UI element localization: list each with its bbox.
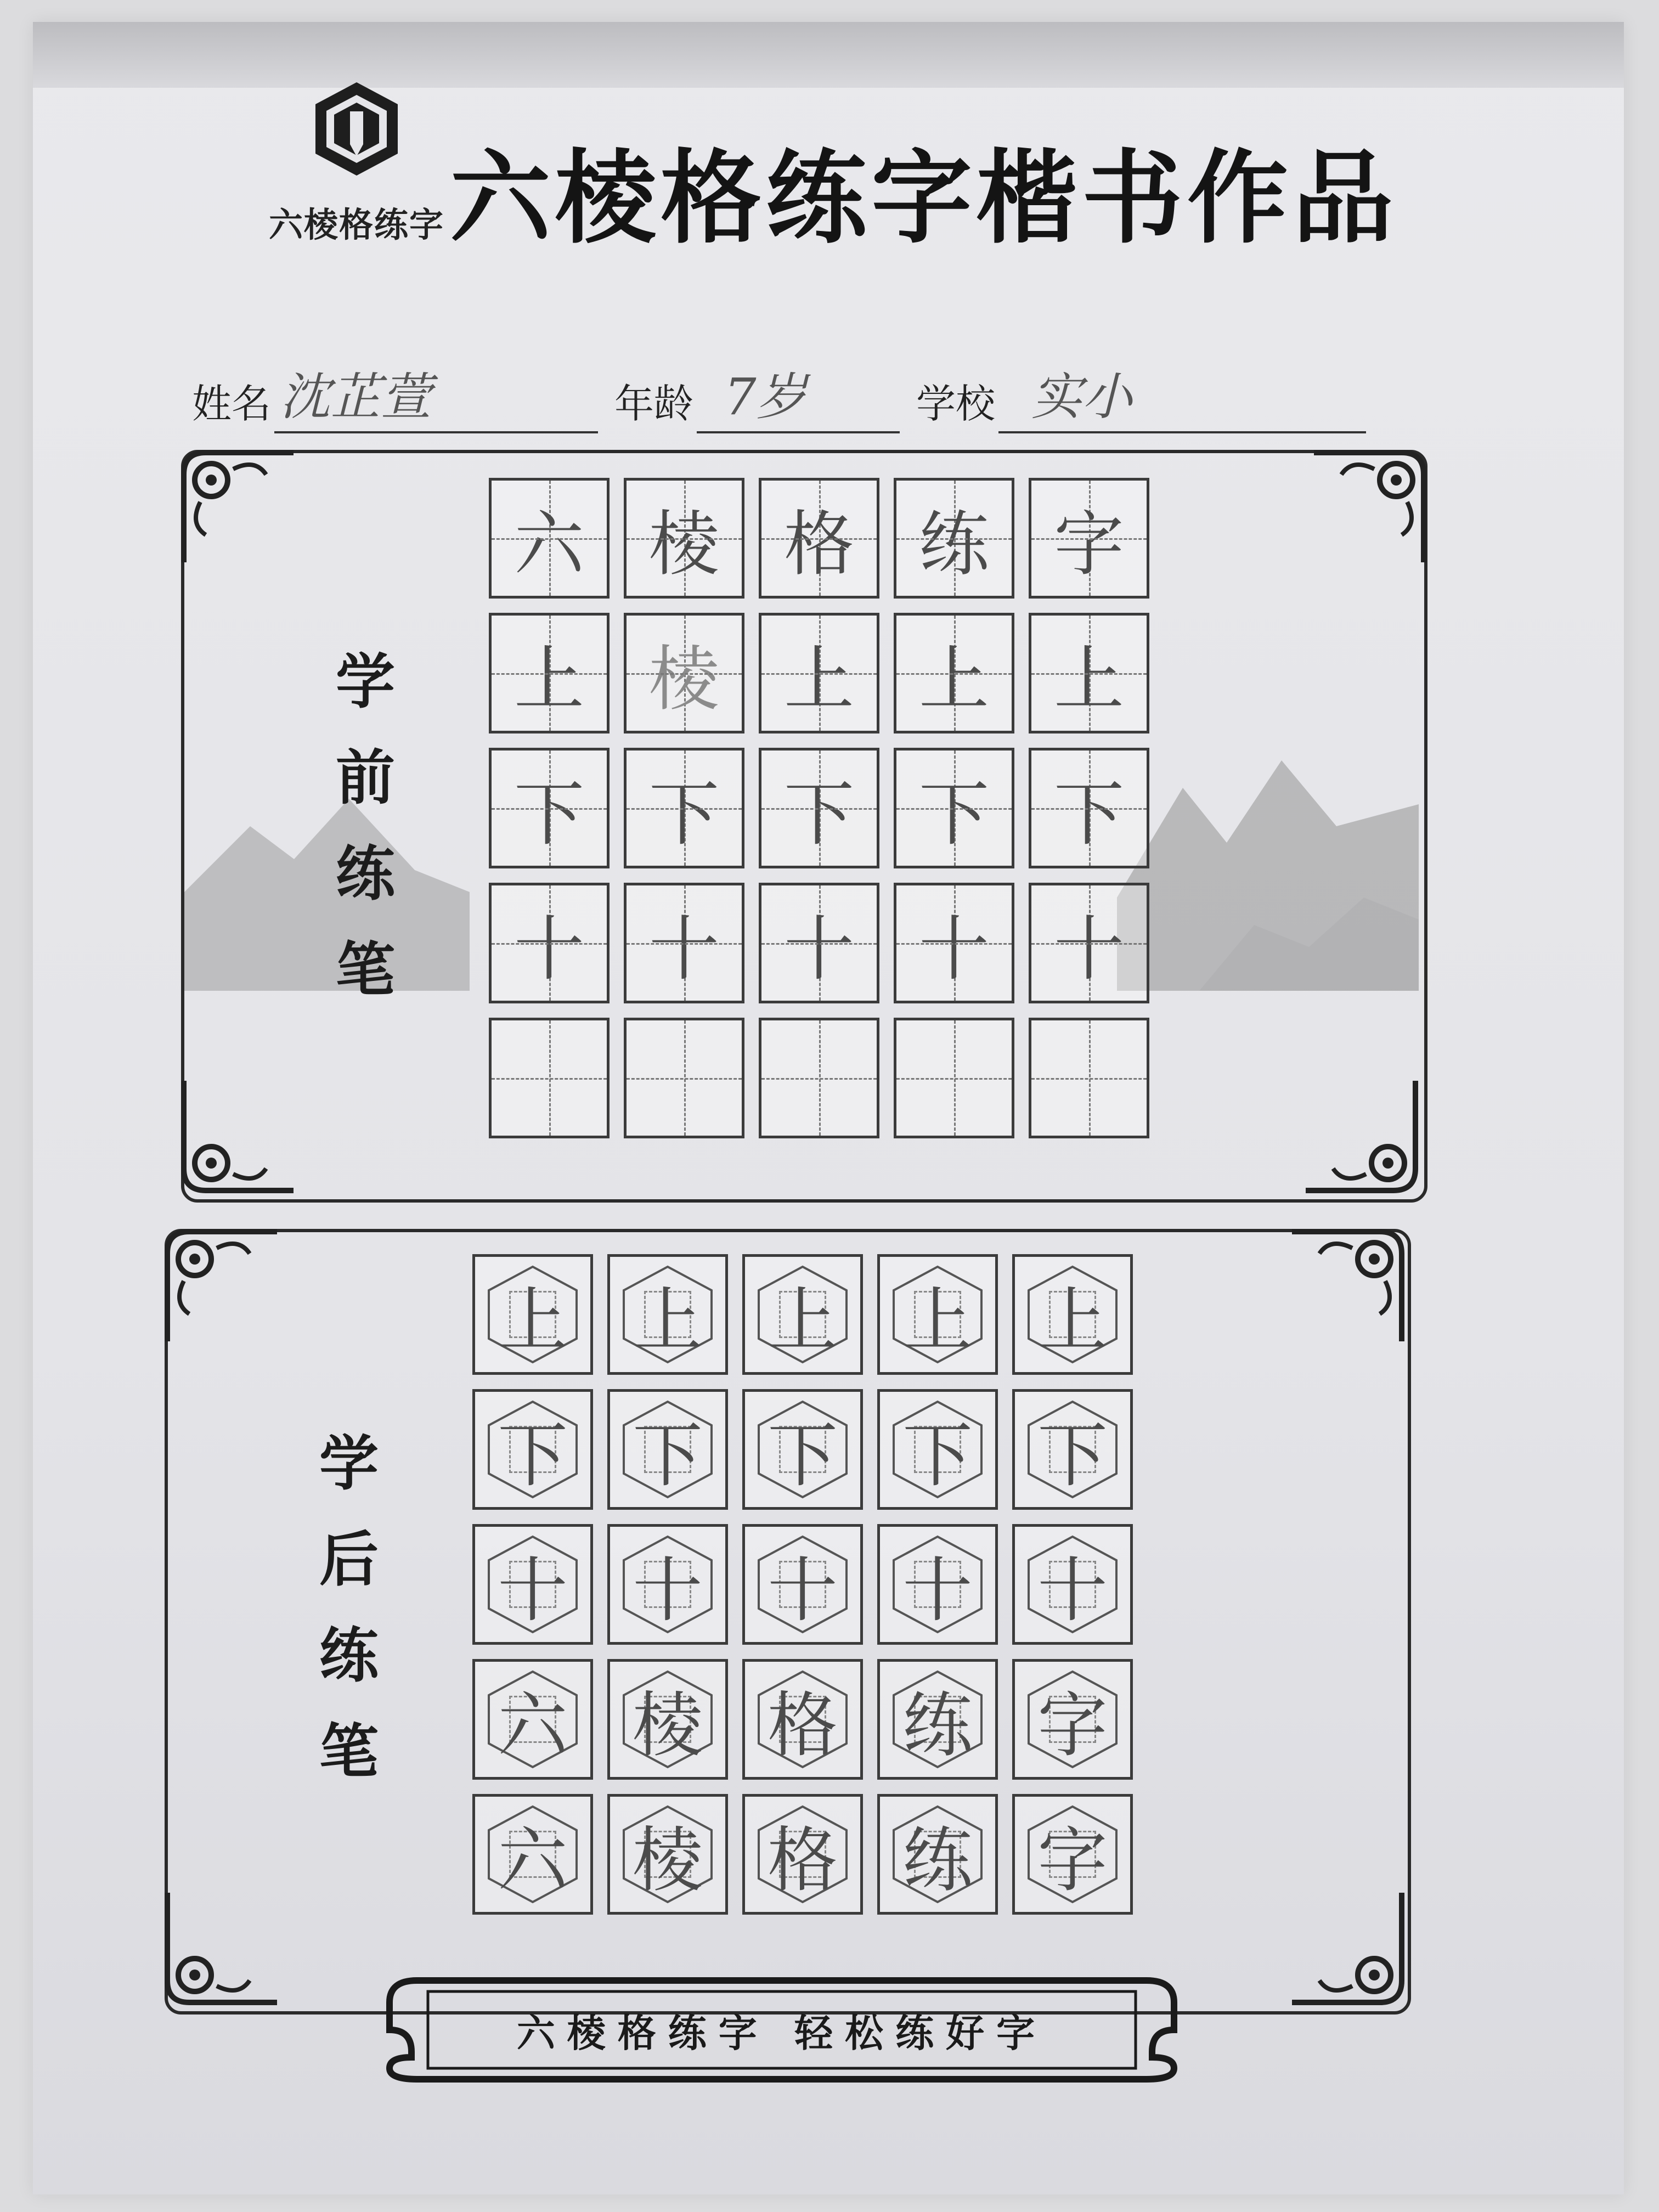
handwritten-character: 练 [902,1820,973,1901]
handwritten-character: 下 [767,1415,838,1497]
after-section-label [313,1416,385,1800]
handwritten-character: 上 [497,1280,568,1362]
after-label-char: 学 [319,1430,379,1498]
handwritten-character: 下 [1053,774,1124,855]
before-label-char: 学 [335,648,395,716]
handwritten-character: 下 [632,1415,703,1497]
after-practice-section [165,1229,1411,2015]
tian-grid-practice-cell [759,613,879,733]
handwritten-character: 上 [902,1280,973,1362]
handwritten-character: 练 [902,1685,973,1767]
hexagon-practice-cell [877,1254,998,1375]
corner-scroll-ornament-icon [1281,1882,1413,2013]
handwritten-character: 下 [918,774,989,855]
school-field [916,362,1366,439]
corner-scroll-ornament-icon [156,1221,288,1352]
handwritten-character: 上 [767,1280,838,1362]
name-value: 沈芷萱 [280,368,432,426]
corner-scroll-ornament-icon [1281,1221,1413,1352]
handwritten-character: 十 [514,909,584,990]
hexagon-practice-cell [607,1254,728,1375]
handwritten-character: 棱 [632,1685,703,1767]
hexagon-practice-cell [742,1794,863,1915]
handwritten-character: 十 [632,1550,703,1632]
tian-grid-practice-cell [489,478,610,599]
age-value: 7岁 [724,368,807,426]
handwritten-character: 下 [514,774,584,855]
handwritten-character: 十 [497,1550,568,1632]
handwritten-character: 十 [1053,909,1124,990]
tian-grid-practice-cell [759,1018,879,1138]
handwritten-character: 十 [1037,1550,1108,1632]
hexagon-practice-cell [877,1794,998,1915]
handwritten-character: 字 [1037,1820,1108,1901]
tian-grid-practice-cell [759,748,879,868]
hexagon-practice-cell [472,1659,593,1780]
school-underline [998,431,1366,433]
brand-logo [266,80,447,245]
handwritten-character: 六 [514,504,584,585]
name-label: 姓名 [192,381,272,427]
tian-grid-practice-cell [624,748,744,868]
handwritten-character [627,1020,742,1136]
tian-grid-practice-cell [489,748,610,868]
before-grid [489,478,1149,1138]
handwritten-character: 棱 [648,639,719,720]
tian-grid-practice-cell [759,478,879,599]
hexagon-practice-cell [742,1254,863,1375]
handwritten-character: 十 [902,1550,973,1632]
hexagon-practice-cell [742,1389,863,1510]
tian-grid-practice-cell [894,478,1014,599]
tian-grid-practice-cell [1029,613,1149,733]
tian-grid-practice-cell [489,1018,610,1138]
before-section-label [330,634,401,1018]
corner-scroll-ornament-icon [173,1070,304,1201]
handwritten-character [1031,1020,1147,1136]
hexagon-practice-cell [607,1794,728,1915]
handwritten-character: 十 [783,909,854,990]
school-label: 学校 [916,381,996,427]
tian-grid-practice-cell [1029,1018,1149,1138]
tian-grid-practice-cell [894,613,1014,733]
after-label-char: 练 [319,1622,379,1690]
hexagon-practice-cell [607,1524,728,1645]
hexagon-practice-cell [877,1659,998,1780]
school-value: 实小 [1031,368,1133,426]
handwritten-character: 字 [1053,504,1124,585]
tian-grid-practice-cell [894,1018,1014,1138]
corner-scroll-ornament-icon [1303,442,1435,573]
tian-grid-practice-cell [624,613,744,733]
page-title: 六棱格练字楷书作品 [450,140,1398,257]
hexagon-practice-cell [742,1659,863,1780]
logo-caption: 六棱格练字 [268,205,444,245]
age-field [614,362,900,439]
tian-grid-practice-cell [1029,748,1149,868]
handwritten-character: 练 [918,504,989,585]
hexagon-practice-cell [1012,1794,1133,1915]
hexagon-practice-cell [1012,1389,1133,1510]
handwritten-character: 下 [902,1415,973,1497]
handwritten-character: 上 [783,639,854,720]
corner-scroll-ornament-icon [156,1882,288,2013]
after-label-char: 后 [319,1526,379,1594]
corner-scroll-ornament-icon [173,442,304,573]
age-label: 年龄 [614,381,694,427]
handwritten-character: 棱 [632,1820,703,1901]
before-label-char: 笔 [335,936,395,1005]
age-underline [697,431,900,433]
tian-grid-practice-cell [624,478,744,599]
tian-grid-practice-cell [624,883,744,1003]
slogan-text: 六棱格练字 轻松练好字 [516,2010,1047,2056]
hexagon-practice-cell [472,1794,593,1915]
handwritten-character: 上 [632,1280,703,1362]
handwritten-character: 字 [1037,1685,1108,1767]
handwritten-character: 上 [514,639,584,720]
handwritten-character: 上 [918,639,989,720]
handwritten-character: 十 [767,1550,838,1632]
handwritten-character: 上 [1037,1280,1108,1362]
tian-grid-practice-cell [489,883,610,1003]
before-label-char: 前 [335,744,395,812]
hexagon-practice-cell [742,1524,863,1645]
handwritten-character [896,1020,1012,1136]
handwritten-character: 格 [767,1820,838,1901]
handwritten-character: 十 [918,909,989,990]
handwritten-character: 上 [1053,639,1124,720]
hexagon-practice-cell [472,1389,593,1510]
handwritten-character: 六 [497,1685,568,1767]
after-grid [472,1254,1133,1915]
hexagon-practice-cell [1012,1659,1133,1780]
handwritten-character: 格 [783,504,854,585]
name-field [192,362,598,439]
hexagon-practice-cell [607,1659,728,1780]
name-underline [274,431,598,433]
hexagon-practice-cell [1012,1524,1133,1645]
handwritten-character: 棱 [648,504,719,585]
tian-grid-practice-cell [894,883,1014,1003]
hexagon-practice-cell [472,1524,593,1645]
tian-grid-practice-cell [489,613,610,733]
hexagon-practice-cell [607,1389,728,1510]
before-label-char: 练 [335,840,395,909]
handwritten-character: 下 [1037,1415,1108,1497]
hexagon-practice-cell [1012,1254,1133,1375]
tian-grid-practice-cell [759,883,879,1003]
top-shadow-band [33,22,1624,88]
corner-scroll-ornament-icon [1295,1070,1426,1201]
tian-grid-practice-cell [894,748,1014,868]
handwritten-character: 格 [767,1685,838,1767]
handwritten-character [492,1020,607,1136]
before-practice-section [181,450,1427,1203]
tian-grid-practice-cell [1029,478,1149,599]
slogan-banner [384,1970,1180,2090]
handwritten-character: 六 [497,1820,568,1901]
tian-grid-practice-cell [1029,883,1149,1003]
handwritten-character [761,1020,877,1136]
hexagon-practice-cell [877,1389,998,1510]
handwritten-character: 下 [783,774,854,855]
after-label-char: 笔 [319,1718,379,1786]
hexagon-practice-cell [877,1524,998,1645]
handwritten-character: 十 [648,909,719,990]
handwritten-character: 下 [497,1415,568,1497]
tian-grid-practice-cell [624,1018,744,1138]
hexagon-pen-logo-icon [266,80,447,195]
hexagon-practice-cell [472,1254,593,1375]
worksheet-paper [33,22,1624,2194]
handwritten-character: 下 [648,774,719,855]
